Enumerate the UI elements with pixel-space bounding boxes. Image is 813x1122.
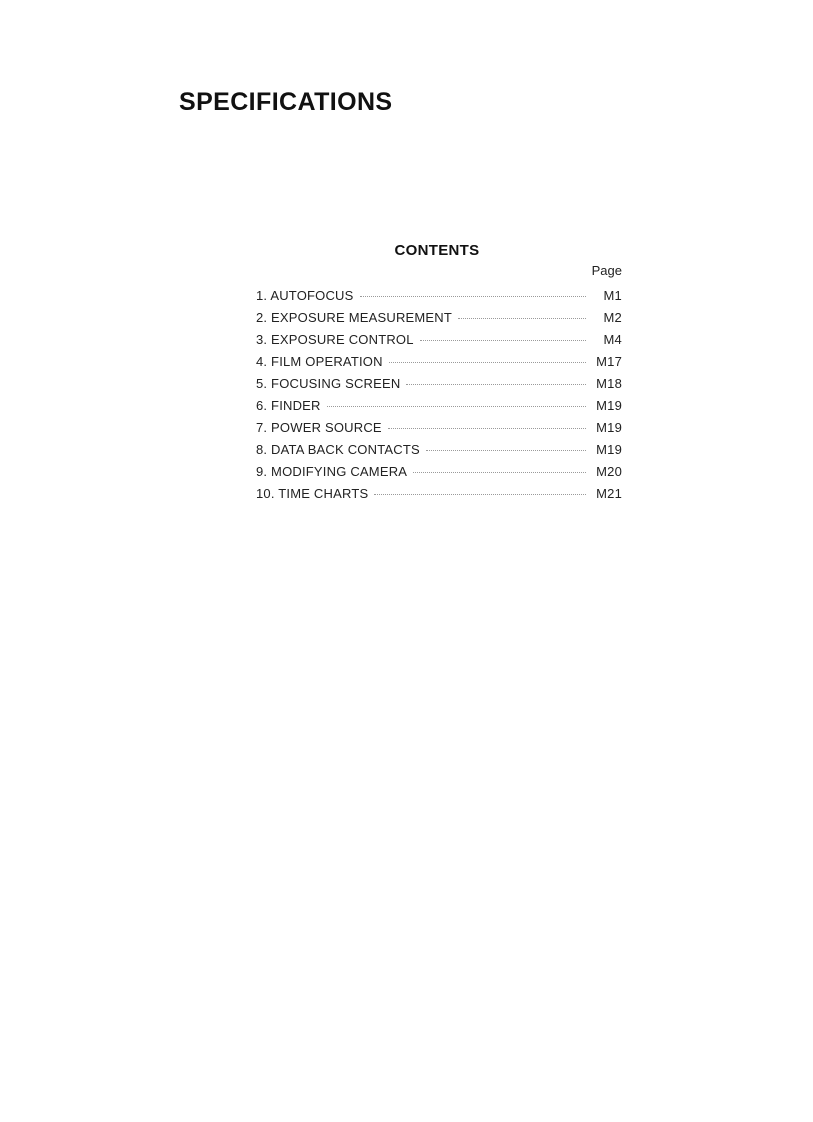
toc-entry-label: 9. MODIFYING CAMERA — [256, 464, 408, 479]
toc-entry-page: M20 — [596, 464, 622, 479]
dot-leader — [389, 362, 586, 363]
dot-leader — [458, 318, 586, 319]
page-column-header: Page — [591, 263, 622, 278]
toc-entry-page: M4 — [603, 332, 622, 347]
dot-leader — [426, 450, 586, 451]
toc-entry-label: 5. FOCUSING SCREEN — [256, 376, 401, 391]
contents-list — [256, 288, 622, 508]
toc-entry-page: M19 — [596, 420, 622, 435]
page-title: SPECIFICATIONS — [179, 88, 393, 116]
toc-entry[interactable] — [256, 442, 622, 464]
toc-entry-label: 10. TIME CHARTS — [256, 486, 369, 501]
toc-entry-label: 4. FILM OPERATION — [256, 354, 383, 369]
toc-entry-label: 2. EXPOSURE MEASUREMENT — [256, 310, 453, 325]
toc-entry-label: 6. FINDER — [256, 398, 321, 413]
toc-entry-page: M19 — [596, 442, 622, 457]
toc-entry[interactable] — [256, 354, 622, 376]
toc-entry-label: 8. DATA BACK CONTACTS — [256, 442, 420, 457]
toc-entry-label: 7. POWER SOURCE — [256, 420, 382, 435]
toc-entry-page: M18 — [596, 376, 622, 391]
toc-entry-page: M2 — [603, 310, 622, 325]
dot-leader — [327, 406, 586, 407]
toc-entry[interactable] — [256, 288, 622, 310]
table-of-contents — [256, 242, 622, 508]
toc-entry-page: M21 — [596, 486, 622, 501]
dot-leader — [406, 384, 586, 385]
contents-title: CONTENTS — [394, 242, 480, 259]
toc-entry[interactable] — [256, 420, 622, 442]
toc-entry-page: M1 — [603, 288, 622, 303]
toc-entry-page: M19 — [596, 398, 622, 413]
toc-entry[interactable] — [256, 464, 622, 486]
toc-entry[interactable] — [256, 486, 622, 508]
dot-leader — [413, 472, 586, 473]
toc-entry[interactable] — [256, 332, 622, 354]
toc-entry[interactable] — [256, 376, 622, 398]
dot-leader — [374, 494, 586, 495]
toc-entry-page: M17 — [596, 354, 622, 369]
toc-entry-label: 3. EXPOSURE CONTROL — [256, 332, 414, 347]
dot-leader — [388, 428, 586, 429]
dot-leader — [420, 340, 586, 341]
toc-entry-label: 1. AUTOFOCUS — [256, 288, 354, 303]
dot-leader — [360, 296, 586, 297]
toc-entry[interactable] — [256, 398, 622, 420]
toc-entry[interactable] — [256, 310, 622, 332]
